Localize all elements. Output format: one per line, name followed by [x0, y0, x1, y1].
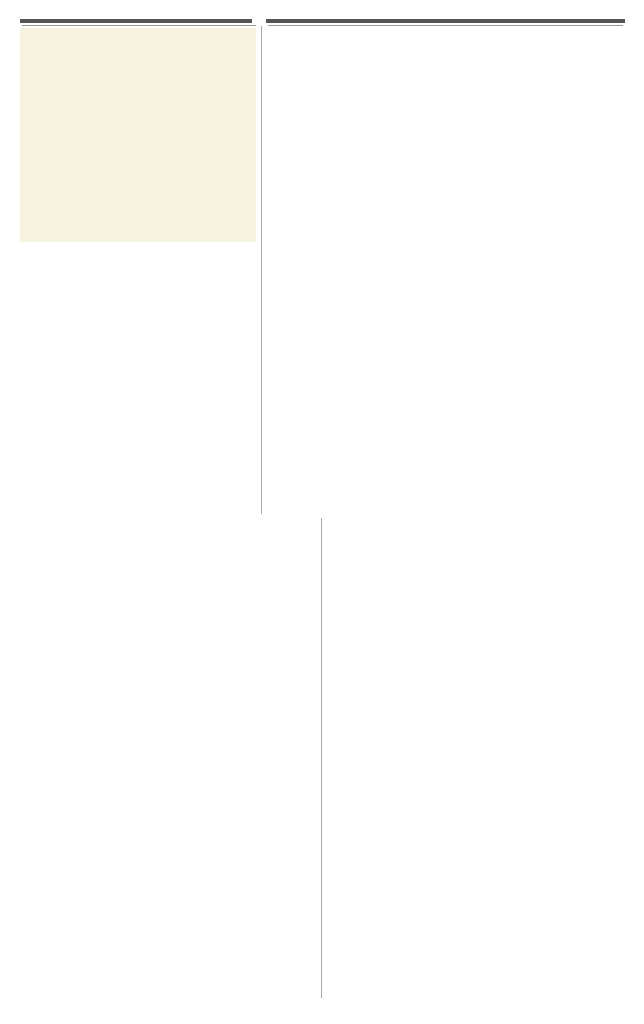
masthead — [0, 0, 644, 24]
column-divider — [321, 518, 322, 998]
divider — [22, 25, 256, 26]
article-body — [22, 85, 202, 241]
article-memona-hashmi — [20, 28, 256, 242]
divider — [268, 25, 623, 26]
column-divider — [261, 26, 262, 514]
masthead-rule — [20, 19, 625, 23]
